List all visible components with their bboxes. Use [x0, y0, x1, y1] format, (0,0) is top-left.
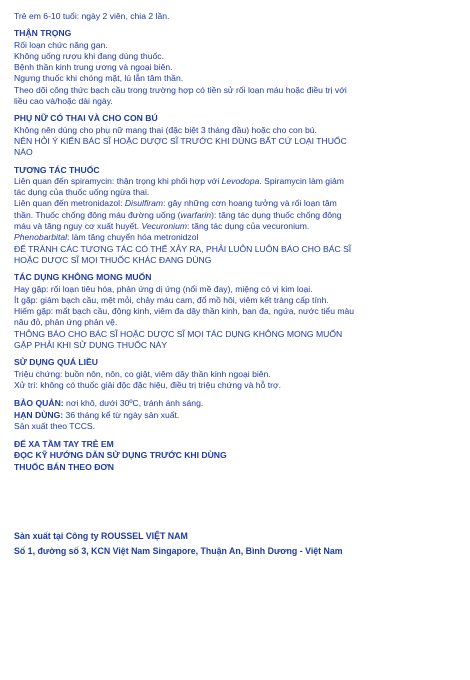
drug-name: Vecuronium [141, 221, 188, 232]
overdose-line: Xử trí: không có thuốc giải độc đặc hiệu, điều trị triệu chứng và hỗ trợ. [14, 379, 281, 390]
text-run: ): tăng tác dụng thuốc chống đông [211, 209, 342, 220]
manufacturer-name: Sản xuất tại Công ty ROUSSEL VIỆT NAM [14, 531, 188, 541]
text-run: Liên quan đến metronidazol: [14, 198, 125, 209]
expiry-value: 36 tháng kể từ ngày sản xuất. [63, 409, 180, 420]
warning-line: ĐỂ XA TẦM TAY TRẺ EM [14, 439, 114, 450]
interactions-line [14, 176, 454, 187]
text-run: . Spiramycin làm giảm [259, 175, 344, 186]
drug-name: Phenobarbital [14, 232, 68, 243]
drug-name: Disulfiram [124, 198, 164, 209]
side-effects-line: Ít gặp: giảm bạch cầu, mệt mỏi, chảy máu cam, đổ mồ hôi, viêm kết tràng cấp tính. [14, 294, 329, 305]
interactions-line [14, 232, 454, 243]
dosage-line: Trẻ em 6-10 tuổi: ngày 2 viên, chia 2 lần. [14, 11, 170, 21]
warning-line: THUỐC BÁN THEO ĐƠN [14, 461, 114, 472]
interactions-line: tác dụng của thuốc uống ngừa thai. [14, 187, 150, 198]
side-effects-line: GẶP PHẢI KHI SỬ DỤNG THUỐC NÀY [14, 340, 168, 351]
text-run: : làm tăng chuyển hóa metronidzol [67, 232, 199, 243]
text-run: : tăng tác dụng của vecuronium. [187, 221, 310, 232]
text-run: Liên quan đến spiramycin: thận trọng khi phối hợp với [14, 175, 222, 186]
pregnancy-line: Không nên dùng cho phụ nữ mang thai (đặc biệt 3 tháng đầu) hoặc cho con bú. [14, 124, 317, 135]
overdose-line: Triệu chứng: buồn nôn, nôn, co giật, viêm dây thần kinh ngoại biên. [14, 368, 271, 379]
pregnancy-heading: PHỤ NỮ CÓ THAI VÀ CHO CON BÚ [14, 113, 158, 124]
interactions-heading: TƯƠNG TÁC THUỐC [14, 164, 100, 175]
interactions-line: HOẶC DƯỢC SĨ MỌI THUỐC KHÁC ĐANG DÙNG [14, 254, 212, 265]
text-run: thần. Thuốc chống đông máu đường uống ( [14, 209, 181, 220]
text-run: : gây những cơn hoang tưởng và rối loạn tâm [163, 198, 337, 209]
interactions-line [14, 198, 454, 209]
standard-line: Sản xuất theo TCCS. [14, 420, 96, 431]
caution-heading: THẬN TRỌNG [14, 28, 72, 39]
interactions-line [14, 221, 454, 232]
storage-line [14, 398, 454, 409]
caution-line: Theo dõi công thức bạch cầu trong trường hợp có tiền sử rối loạn máu hoặc điều trị với [14, 84, 347, 95]
caution-line: Rối loạn chức năng gan. [14, 39, 108, 50]
expiry-line [14, 410, 454, 421]
caution-line: liều cao và/hoặc dài ngày. [14, 96, 113, 107]
side-effects-line: Hay gặp: rối loạn tiêu hóa, phản ứng dị ứng (nổi mề đay), miệng có vị kim loại. [14, 283, 313, 294]
side-effects-line: THÔNG BÁO CHO BÁC SĨ HOẶC DƯỢC SĨ MỌI TÁC DỤNG KHÔNG MONG MUỐN [14, 328, 343, 339]
side-effects-line: nâu đỏ, phản ứng phản vệ. [14, 317, 118, 328]
leaflet-body [14, 11, 454, 473]
drug-name: warfarin [180, 209, 212, 220]
caution-line: Ngưng thuốc khi chóng mặt, lú lẫn tâm thần. [14, 73, 184, 84]
manufacturer-block [14, 529, 343, 558]
side-effects-heading: TÁC DỤNG KHÔNG MONG MUỐN [14, 272, 152, 283]
text-run: máu và tăng nguy cơ xuất huyết. [14, 221, 142, 232]
pregnancy-line: NÀO [14, 147, 33, 158]
interactions-line: ĐỂ TRÁNH CÁC TƯƠNG TÁC CÓ THỂ XẢY RA, PHẢI LUÔN LUÔN BÁO CHO BÁC SĨ [14, 243, 352, 254]
caution-line: Không uống rượu khi đang dùng thuốc. [14, 50, 164, 61]
storage-value: nơi khô, dưới 30ºC, tránh ánh sáng. [63, 398, 204, 409]
side-effects-line: Hiếm gặp: mất bạch cầu, động kinh, viêm đa dây thần kinh, ban đa, ngứa, nước tiểu màu [14, 306, 355, 317]
storage-label: BẢO QUẢN: [14, 398, 64, 409]
pregnancy-line: NÊN HỎI Ý KIẾN BÁC SĨ HOẶC DƯỢC SĨ TRƯỚC KHI DÙNG BẤT CỨ LOẠI THUỐC [14, 135, 347, 146]
drug-name: Levodopa [221, 175, 260, 186]
interactions-line [14, 210, 454, 221]
overdose-heading: SỬ DỤNG QUÁ LIỀU [14, 357, 98, 368]
expiry-label: HẠN DÙNG: [14, 409, 64, 420]
warning-line: ĐỌC KỸ HƯỚNG DẪN SỬ DỤNG TRƯỚC KHI DÙNG [14, 450, 227, 461]
caution-line: Bệnh thần kinh trung ương và ngoại biên. [14, 62, 173, 73]
manufacturer-address: Số 1, đường số 3, KCN Việt Nam Singapore, Thuận An, Bình Dương - Việt Nam [14, 545, 343, 556]
